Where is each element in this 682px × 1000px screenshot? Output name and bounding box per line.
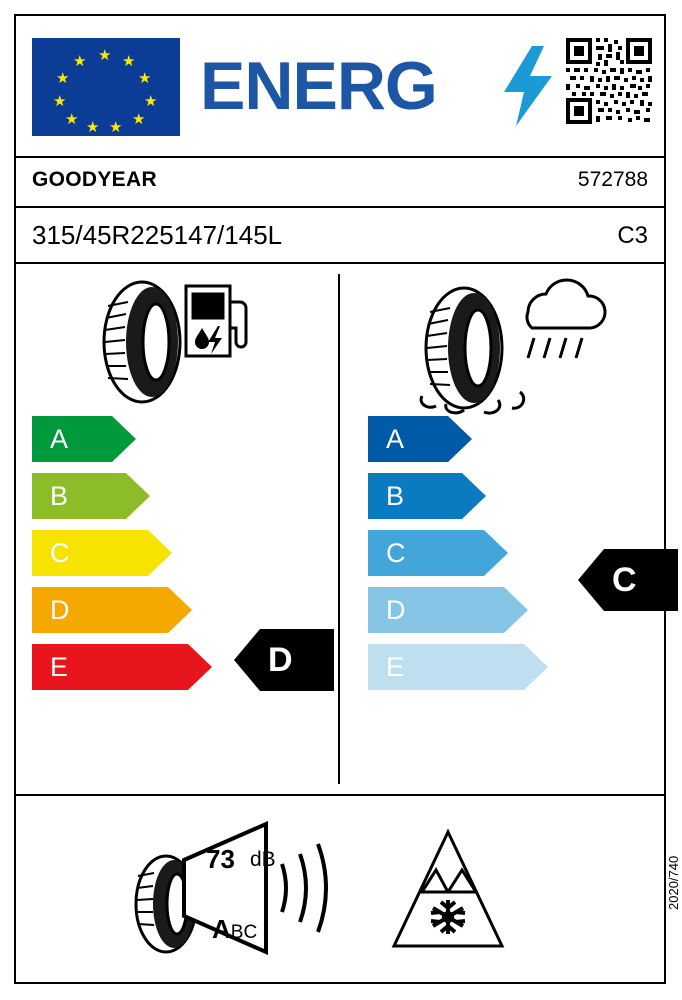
grade-label: B: [50, 481, 69, 511]
grade-label: D: [50, 595, 70, 625]
noise-class-rest: BC: [230, 922, 258, 943]
grade-label: C: [50, 538, 70, 568]
grade-label: C: [386, 538, 406, 568]
label-bottom-section: [16, 796, 681, 982]
grade-label: A: [50, 424, 69, 454]
grade-bar: [32, 587, 212, 633]
grade-label: E: [50, 652, 69, 682]
grade-bar: [368, 644, 548, 690]
grade-bar: [32, 530, 212, 576]
grade-bar: [368, 530, 548, 576]
eu-flag-icon: ★ ★ ★ ★ ★ ★ ★ ★ ★ ★ ★: [32, 38, 180, 136]
qr-code-icon: [566, 38, 652, 124]
label-middle-section: [16, 264, 664, 794]
grade-label: D: [386, 595, 406, 625]
tyre-energy-label: [14, 14, 681, 984]
grade-bar: [368, 416, 548, 462]
loudspeaker-tyre-icon: [126, 820, 346, 975]
selected-grade-label: C: [612, 561, 637, 599]
lightning-bolt-icon: [502, 46, 554, 126]
label-date-code: 2020/740: [666, 855, 681, 910]
grade-label: A: [386, 424, 405, 454]
label-header: [16, 16, 664, 142]
fuel-grade-scale: [32, 416, 212, 701]
grade-label: E: [386, 652, 405, 682]
grade-label: B: [386, 481, 405, 511]
grade-bar: [32, 473, 212, 519]
tyre-size-designation: 315/45R225147/145L: [32, 220, 283, 250]
brand-name: GOODYEAR: [32, 168, 157, 191]
divider: [16, 156, 664, 158]
grade-bar: [368, 473, 548, 519]
grade-bar: [32, 644, 212, 690]
grade-bar: [32, 416, 212, 462]
noise-unit: dB: [250, 848, 276, 871]
vertical-divider: [338, 274, 340, 784]
grade-bar: [368, 587, 548, 633]
page-title: ENERG: [200, 48, 437, 124]
noise-class: [212, 914, 257, 945]
wet-grip-grade-scale: [368, 416, 548, 701]
fuel-selected-grade-marker: [234, 629, 334, 691]
tyre-class: C3: [617, 222, 648, 249]
selected-grade-label: D: [268, 641, 293, 679]
noise-class-selected: A: [212, 914, 231, 944]
three-peak-mountain-snowflake-icon: [388, 826, 508, 961]
trademark-code: 572788: [577, 168, 648, 191]
wet-selected-grade-marker: [578, 549, 678, 611]
fuel-pump-tyre-icon: [94, 276, 254, 411]
noise-value: 73: [206, 844, 235, 874]
divider: [16, 206, 664, 208]
